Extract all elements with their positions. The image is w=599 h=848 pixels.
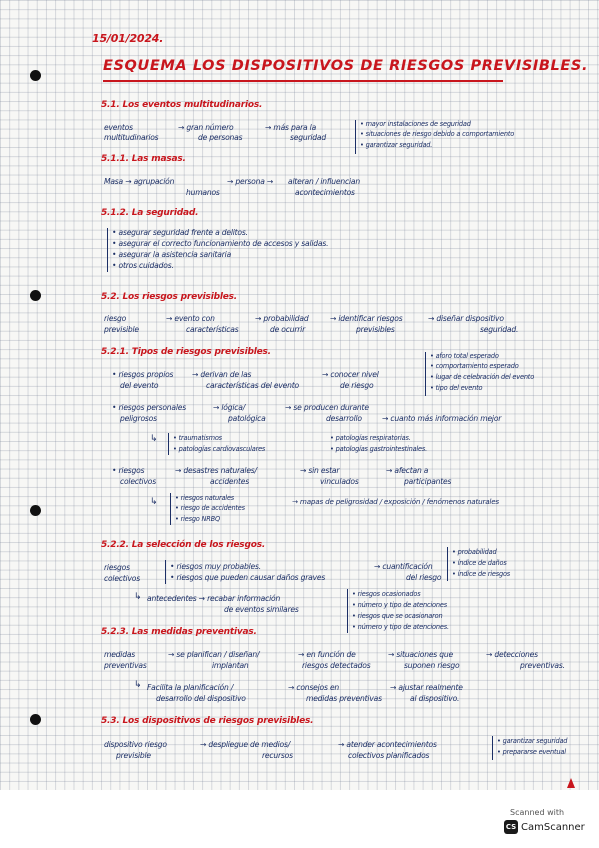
list-item: • probabilidad [452,548,497,556]
list-item: • traumatismos [173,434,222,442]
node-text: • riesgos propios [112,370,174,379]
brace [168,433,169,455]
brace [170,493,171,525]
return-arrow-icon: ↳ [134,592,142,602]
page-title: ESQUEMA LOS DISPOSITIVOS DE RIESGOS PREVISIBLES. [103,58,589,74]
node-text: colectivos [104,574,140,583]
node-text: • garantizar seguridad. [360,141,433,149]
return-arrow-icon: ↳ [134,680,142,690]
list-item: • prepararse eventual [497,748,566,756]
brace [492,736,493,760]
node-text: → lógica/ [213,403,246,412]
list-item: • garantizar seguridad [497,737,568,745]
node-text: dispositivo riesgo [104,740,167,749]
node-text: implantan [212,661,249,670]
list-item: • riesgos ocasionados [352,590,421,598]
node-text: desarrollo [326,414,362,423]
node-text: → cuanto más información mejor [382,414,502,423]
heading-5-2-2: 5.2.2. La selección de los riesgos. [101,540,266,550]
heading-5-2-3: 5.2.3. Las medidas preventivas. [101,627,257,637]
punch-hole-icon [30,505,41,516]
return-arrow-icon: ↳ [150,434,158,444]
list-item: • tipo del evento [430,384,483,392]
node-text: características del evento [206,381,299,390]
node-text: → mapas de peligrosidad / exposición / fenómenos naturales [292,497,499,506]
node-text: → identificar riesgos [330,314,403,323]
heading-5-2-1: 5.2.1. Tipos de riesgos previsibles. [101,347,271,357]
node-text: medidas preventivas [306,694,382,703]
node-text: → se planifican / diseñan/ [168,650,260,659]
list-item: • riesgos que se ocasionaron [352,612,443,620]
node-text: Masa → agrupación [104,177,175,186]
brace [355,120,356,154]
heading-5-1-2: 5.1.2. La seguridad. [101,208,199,218]
node-text: previsibles [356,325,395,334]
list-item: • asegurar la asistencia sanitaria [112,250,232,259]
camscanner-badge [504,820,585,834]
node-text: accidentes [210,477,250,486]
node-text: → situaciones que [388,650,453,659]
node-text: de personas [198,133,243,142]
title-underline [103,80,503,82]
node-text: previsible [104,325,139,334]
node-text: → detecciones [486,650,538,659]
brace [425,352,426,396]
node-text: seguridad. [480,325,519,334]
node-text: previsible [116,751,151,760]
list-item: • riesgo de accidentes [175,504,245,512]
list-item: • índice de riesgos [452,570,511,578]
node-text: → más para la [265,123,317,132]
node-text: → afectan a [386,466,429,475]
node-text: alteran / influencian [288,177,360,186]
node-text: de ocurrir [270,325,306,334]
list-item: • patologías gastrointestinales. [330,445,428,453]
heading-5-1-1: 5.1.1. Las masas. [101,154,186,164]
node-text: → persona → [227,177,274,186]
node-text: de eventos similares [224,605,299,614]
scanned-with-label: Scanned with [510,808,565,817]
node-text: → gran número [178,123,234,132]
camscanner-logo-icon: CS [504,820,518,834]
node-text: riesgo [104,314,127,323]
list-item: • asegurar seguridad frente a delitos. [112,228,248,237]
node-text: antecedentes → recabar información [147,594,281,603]
node-text: características [186,325,239,334]
punch-hole-icon [30,70,41,81]
list-item: • asegurar el correcto funcionamiento de accesos y salidas. [112,239,329,248]
node-text: → se producen durante [285,403,369,412]
node-text: → ajustar realmente [390,683,463,692]
brace [447,547,448,581]
list-item: • patologías cardiovasculares [173,445,266,453]
list-item: • riesgos que pueden causar daños graves [170,573,326,582]
node-text: → despliegue de medios/ [200,740,291,749]
list-item: • número y tipo de atenciones [352,601,447,609]
heading-5-3: 5.3. Los dispositivos de riesgos previsibles. [101,716,314,726]
node-text: colectivos planificados [348,751,430,760]
brace [165,560,166,584]
brace [347,589,348,633]
node-text: → atender acontecimientos [338,740,437,749]
node-text: • mayor instalaciones de seguridad [360,120,471,128]
list-item: • lugar de celebración del evento [430,373,535,381]
node-text: → probabilidad [255,314,309,323]
return-arrow-icon: ↳ [150,497,158,507]
node-text: al dispositivo. [410,694,460,703]
node-text: → en función de [298,650,356,659]
node-text: → derivan de las [192,370,252,379]
node-text: Facilita la planificación / [147,683,234,692]
node-text: colectivos [120,477,156,486]
node-text: humanos [186,188,220,197]
node-text: preventivas [104,661,147,670]
node-text: → cuantificación [374,562,433,571]
list-item: • riesgos naturales [175,494,235,502]
node-text: • riesgos personales [112,403,187,412]
node-text: del riesgo [406,573,442,582]
node-text: patológica [228,414,266,423]
node-text: → evento con [166,314,215,323]
node-text: riesgos detectados [302,661,371,670]
node-text: → conocer nivel [322,370,379,379]
node-text: medidas [104,650,136,659]
node-text: suponen riesgo [404,661,460,670]
punch-hole-icon [30,290,41,301]
node-text: del evento [120,381,159,390]
list-item: • riesgo NRBQ [175,515,220,523]
date: 15/01/2024. [92,32,164,45]
node-text: de riesgo [340,381,374,390]
node-text: → consejos en [288,683,340,692]
list-item: • aforo total esperado [430,352,499,360]
node-text: → diseñar dispositivo [428,314,504,323]
node-text: peligrosos [120,414,157,423]
heading-5-2: 5.2. Los riesgos previsibles. [101,292,237,302]
node-text: seguridad [290,133,326,142]
list-item: • patologías respiratorias. [330,434,411,442]
list-item: • número y tipo de atenciones. [352,623,449,631]
punch-hole-icon [30,714,41,725]
node-text: eventos [104,123,133,132]
node-text: → sin estar [300,466,340,475]
node-text: vinculados [320,477,359,486]
node-text: → desastres naturales/ [175,466,257,475]
node-text: participantes [404,477,452,486]
list-item: • otros cuidados. [112,261,174,270]
node-text: riesgos [104,563,130,572]
list-item: • comportamiento esperado [430,362,519,370]
node-text: • situaciones de riesgo debido a comportamiento [360,130,515,138]
node-text: recursos [262,751,293,760]
corner-mark-icon [567,778,575,788]
node-text: multitudinarios [104,133,159,142]
node-text: preventivas. [520,661,565,670]
brace [107,228,108,272]
heading-5-1: 5.1. Los eventos multitudinarios. [101,100,263,110]
node-text: acontecimientos [295,188,355,197]
list-item: • riesgos muy probables. [170,562,261,571]
list-item: • índice de daños [452,559,507,567]
camscanner-brand: CamScanner [521,821,585,833]
node-text: • riesgos [112,466,145,475]
node-text: desarrollo del dispositivo [156,694,246,703]
